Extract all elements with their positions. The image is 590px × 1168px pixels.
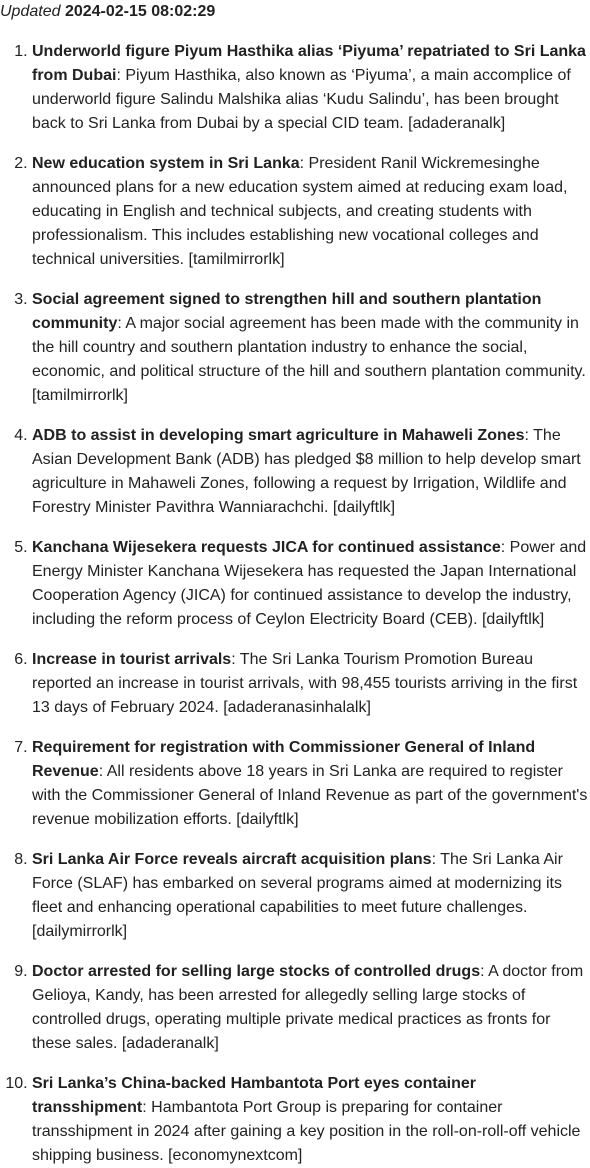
- news-headline: Social agreement signed to strengthen hill and southern plantation community: [32, 291, 542, 332]
- news-item: [32, 736, 590, 832]
- updated-label: Updated: [0, 3, 61, 20]
- news-headline: Sri Lanka’s China-backed Hambantota Port eyes container transshipment: [32, 1075, 476, 1116]
- news-source: [dailyftlk]: [236, 811, 299, 828]
- news-source: [dailyftlk]: [332, 499, 396, 516]
- updated-timestamp: 2024-02-15 08:02:29: [64, 3, 216, 20]
- news-source: [dailyftlk]: [481, 611, 545, 628]
- news-summary: : All residents above 18 years in Sri Lanka are required to register with the Commissioner General of Inland Revenue as part of the government's revenue mobilization efforts.: [32, 763, 588, 828]
- news-headline: Requirement for registration with Commissioner General of Inland Revenue: [32, 739, 536, 780]
- news-source: [dailymirrorlk]: [32, 923, 128, 940]
- news-source: [tamilmirrorlk]: [32, 387, 128, 404]
- news-headline: Sri Lanka Air Force reveals aircraft acquisition plans: [32, 851, 432, 868]
- news-source: [adaderanasinhalalk]: [223, 699, 371, 716]
- news-headline: Increase in tourist arrivals: [32, 651, 232, 668]
- news-source: [economynextcom]: [168, 1147, 303, 1164]
- news-headline: ADB to assist in developing smart agriculture in Mahaweli Zones: [32, 427, 525, 444]
- news-summary: : The Asian Development Bank (ADB) has pledged $8 million to help develop smart agriculture in Mahaweli Zones, following a request by Irrigation, Wildlife and Forestry Minister Pavithra Wanniarachchi.: [32, 427, 581, 516]
- news-summary: : The Sri Lanka Tourism Promotion Bureau reported an increase in tourist arrivals, with 98,455 tourists arriving in the first 13 days of February 2024.: [32, 651, 578, 716]
- news-headline: Doctor arrested for selling large stocks of controlled drugs: [32, 963, 481, 980]
- news-item: [32, 424, 590, 520]
- news-headline: Kanchana Wijesekera requests JICA for continued assistance: [32, 539, 501, 556]
- news-list: [0, 40, 590, 1168]
- news-summary: : Piyum Hasthika, also known as ‘Piyuma’, a main accomplice of underworld figure Salindu Malshika alias ‘Kudu Salindu’, has been brought back to Sri Lanka from Dubai by a special CID team.: [32, 67, 571, 132]
- news-item: [32, 152, 590, 272]
- news-summary: : Power and Energy Minister Kanchana Wijesekera has requested the Japan International Cooperation Agency (JICA) for continued assistance to develop the industry, including the reform process of Ceylon Electricity Board (CEB).: [32, 539, 587, 628]
- news-summary: : President Ranil Wickremesinghe announced plans for a new education system aimed at reducing exam load, educating in English and technical subjects, and creating students with professionalism. This includes establishing new vocational colleges and technical universities.: [32, 155, 568, 268]
- news-item: [32, 848, 590, 944]
- updated-line: [0, 0, 590, 24]
- news-headline: New education system in Sri Lanka: [32, 155, 300, 172]
- news-item: [32, 648, 590, 720]
- news-item: [32, 40, 590, 136]
- news-item: [32, 288, 590, 408]
- news-source: [tamilmirrorlk]: [188, 251, 285, 268]
- news-item: [32, 960, 590, 1056]
- news-summary: : The Sri Lanka Air Force (SLAF) has embarked on several programs aimed at modernizing its fleet and enhancing operational capabilities to meet future challenges.: [32, 851, 563, 916]
- news-summary: : A major social agreement has been made with the community in the hill country and southern plantation industry to enhance the social, economic, and political structure of the hill and southern plantation community.: [32, 315, 586, 380]
- news-source: [adaderanalk]: [408, 115, 506, 132]
- news-item: [32, 1072, 590, 1168]
- news-summary: : Hambantota Port Group is preparing for container transshipment in 2024 after gaining a key position in the roll-on-roll-off vehicle shipping business.: [32, 1099, 581, 1164]
- news-source: [adaderanalk]: [121, 1035, 219, 1052]
- news-summary: : A doctor from Gelioya, Kandy, has been arrested for allegedly selling large stocks of controlled drugs, operating multiple private medical practices as fronts for these sales.: [32, 963, 584, 1052]
- news-item: [32, 536, 590, 632]
- news-headline: Underworld figure Piyum Hasthika alias ‘Piyuma’ repatriated to Sri Lanka from Dubai: [32, 43, 586, 84]
